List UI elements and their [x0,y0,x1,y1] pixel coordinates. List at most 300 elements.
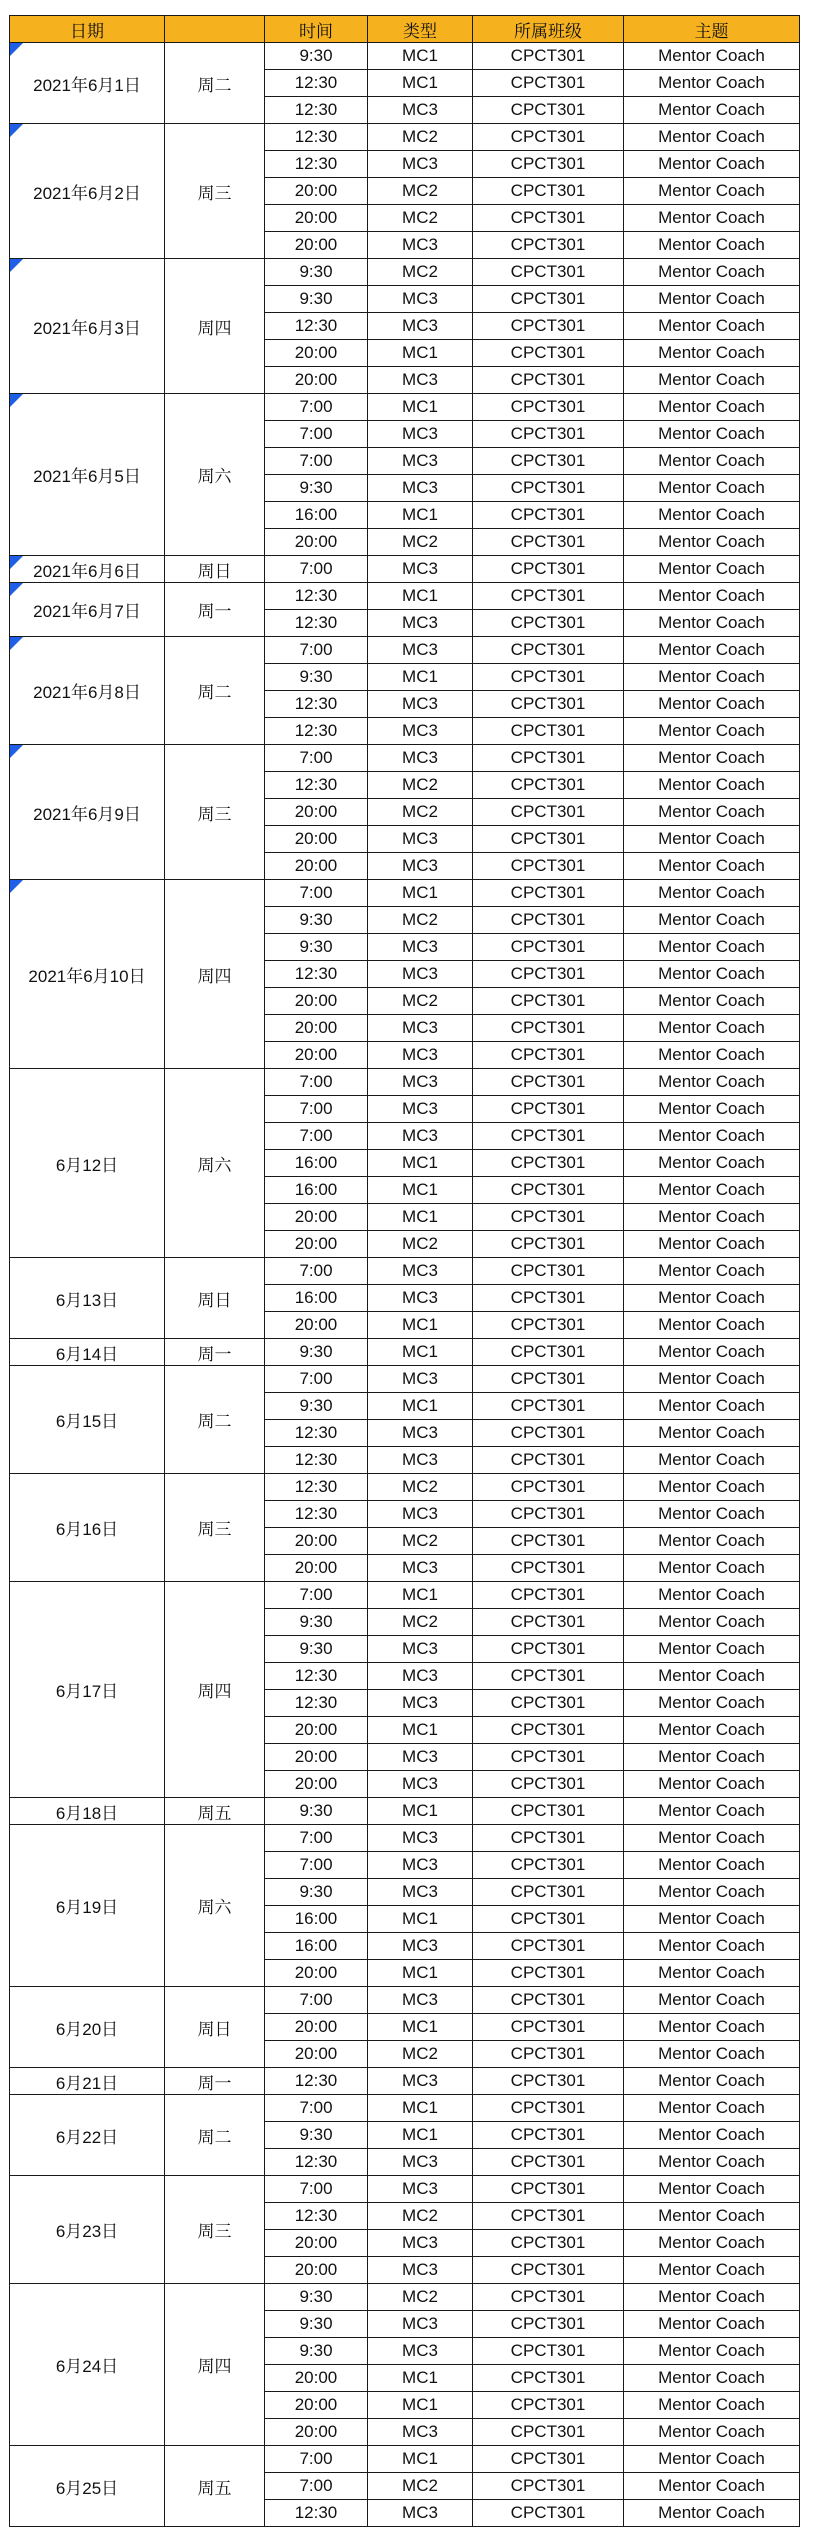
type-cell: MC3 [368,97,473,124]
time-cell: 12:30 [265,2203,368,2230]
time-cell: 12:30 [265,1447,368,1474]
time-cell: 12:30 [265,691,368,718]
type-cell: MC3 [368,1501,473,1528]
date-text: 6月16日 [55,1520,119,1539]
topic-cell: Mentor Coach [624,610,800,637]
class-cell: CPCT301 [473,2365,624,2392]
date-cell [10,1339,165,1366]
type-cell: MC2 [368,259,473,286]
class-cell: CPCT301 [473,1258,624,1285]
time-cell: 7:00 [265,394,368,421]
class-cell: CPCT301 [473,178,624,205]
table-row [10,1366,800,1393]
time-cell: 7:00 [265,1366,368,1393]
table-row [10,1825,800,1852]
class-cell: CPCT301 [473,2500,624,2527]
class-cell: CPCT301 [473,691,624,718]
time-cell: 9:30 [265,907,368,934]
time-cell: 20:00 [265,1042,368,1069]
type-cell: MC1 [368,2446,473,2473]
class-cell: CPCT301 [473,1663,624,1690]
class-cell: CPCT301 [473,1825,624,1852]
date-text: 2021年6月6日 [33,561,141,581]
type-cell: MC3 [368,1366,473,1393]
type-cell: MC3 [368,1258,473,1285]
time-cell: 7:00 [265,1582,368,1609]
type-cell: MC1 [368,2122,473,2149]
topic-cell: Mentor Coach [624,1528,800,1555]
type-cell: MC1 [368,340,473,367]
type-cell: MC3 [368,1744,473,1771]
table-row [10,43,800,70]
topic-cell: Mentor Coach [624,583,800,610]
type-cell: MC3 [368,961,473,988]
class-cell: CPCT301 [473,961,624,988]
topic-cell: Mentor Coach [624,1285,800,1312]
time-cell: 20:00 [265,178,368,205]
topic-cell: Mentor Coach [624,1609,800,1636]
time-cell: 9:30 [265,1798,368,1825]
topic-cell: Mentor Coach [624,367,800,394]
class-cell: CPCT301 [473,124,624,151]
date-text: 2021年6月2日 [33,183,141,203]
comment-marker-icon [10,259,23,272]
topic-cell: Mentor Coach [624,2473,800,2500]
class-cell: CPCT301 [473,2176,624,2203]
class-cell: CPCT301 [473,1204,624,1231]
type-cell: MC3 [368,2257,473,2284]
comment-marker-icon [10,124,23,137]
class-cell: CPCT301 [473,340,624,367]
time-cell: 7:00 [265,448,368,475]
date-cell [10,2068,165,2095]
topic-cell: Mentor Coach [624,826,800,853]
time-cell: 12:30 [265,583,368,610]
date-cell [10,556,165,583]
type-cell: MC2 [368,772,473,799]
class-cell: CPCT301 [473,2338,624,2365]
table-row [10,394,800,421]
time-cell: 9:30 [265,2338,368,2365]
time-cell: 20:00 [265,2014,368,2041]
topic-cell: Mentor Coach [624,907,800,934]
date-text: 6月24日 [55,2357,119,2376]
type-cell: MC3 [368,151,473,178]
type-cell: MC3 [368,2230,473,2257]
topic-cell: Mentor Coach [624,178,800,205]
type-cell: MC3 [368,718,473,745]
time-cell: 12:30 [265,1663,368,1690]
type-cell: MC3 [368,2149,473,2176]
class-cell: CPCT301 [473,2122,624,2149]
type-cell: MC2 [368,1609,473,1636]
date-text: 6月18日 [55,1803,119,1823]
topic-cell: Mentor Coach [624,2230,800,2257]
table-row [10,1069,800,1096]
class-cell: CPCT301 [473,1798,624,1825]
time-cell: 12:30 [265,124,368,151]
topic-cell: Mentor Coach [624,1015,800,1042]
type-cell: MC3 [368,232,473,259]
date-cell [10,1258,165,1339]
topic-cell: Mentor Coach [624,1879,800,1906]
type-cell: MC3 [368,1690,473,1717]
type-cell: MC3 [368,853,473,880]
class-cell: CPCT301 [473,610,624,637]
weekday-cell: 周四 [165,1582,265,1798]
topic-cell: Mentor Coach [624,2095,800,2122]
class-cell: CPCT301 [473,1555,624,1582]
weekday-cell: 周三 [165,124,265,259]
weekday-cell: 周二 [165,637,265,745]
topic-cell: Mentor Coach [624,43,800,70]
weekday-cell: 周二 [165,1366,265,1474]
time-cell: 12:30 [265,1474,368,1501]
time-cell: 9:30 [265,475,368,502]
time-cell: 12:30 [265,97,368,124]
weekday-cell: 周一 [165,583,265,637]
time-cell: 20:00 [265,2365,368,2392]
date-text: 2021年6月8日 [33,683,141,702]
time-cell: 20:00 [265,340,368,367]
class-cell: CPCT301 [473,1582,624,1609]
time-cell: 7:00 [265,1123,368,1150]
time-cell: 20:00 [265,1960,368,1987]
time-cell: 16:00 [265,1933,368,1960]
type-cell: MC3 [368,367,473,394]
comment-marker-icon [10,43,23,56]
weekday-cell: 周三 [165,745,265,880]
type-cell: MC3 [368,1933,473,1960]
date-text: 6月23日 [55,2222,119,2241]
table-row [10,880,800,907]
time-cell: 7:00 [265,637,368,664]
topic-cell: Mentor Coach [624,988,800,1015]
topic-cell: Mentor Coach [624,313,800,340]
date-text: 6月19日 [55,1898,119,1917]
type-cell: MC3 [368,1771,473,1798]
class-cell: CPCT301 [473,1933,624,1960]
class-cell: CPCT301 [473,1123,624,1150]
comment-marker-icon [10,394,23,407]
topic-cell: Mentor Coach [624,1987,800,2014]
time-cell: 9:30 [265,43,368,70]
date-cell [10,1366,165,1474]
weekday-cell: 周日 [165,556,265,583]
class-cell: CPCT301 [473,1879,624,1906]
type-cell: MC1 [368,2365,473,2392]
table-row [10,583,800,610]
table-row [10,2176,800,2203]
topic-cell: Mentor Coach [624,1096,800,1123]
type-cell: MC1 [368,880,473,907]
class-cell: CPCT301 [473,205,624,232]
date-text: 2021年6月3日 [33,318,141,338]
type-cell: MC3 [368,1879,473,1906]
topic-cell: Mentor Coach [624,691,800,718]
time-cell: 16:00 [265,1177,368,1204]
date-cell [10,259,165,394]
topic-cell: Mentor Coach [624,2176,800,2203]
class-cell: CPCT301 [473,367,624,394]
topic-cell: Mentor Coach [624,2446,800,2473]
class-cell: CPCT301 [473,151,624,178]
topic-cell: Mentor Coach [624,232,800,259]
time-cell: 16:00 [265,1150,368,1177]
table-row [10,124,800,151]
header-weekday [165,16,265,43]
date-cell [10,1582,165,1798]
time-cell: 20:00 [265,1717,368,1744]
weekday-cell: 周五 [165,2446,265,2527]
type-cell: MC2 [368,124,473,151]
topic-cell: Mentor Coach [624,1501,800,1528]
topic-cell: Mentor Coach [624,1069,800,1096]
header-date: 日期 [10,16,165,43]
class-cell: CPCT301 [473,664,624,691]
type-cell: MC3 [368,2500,473,2527]
table-row [10,1339,800,1366]
type-cell: MC3 [368,1015,473,1042]
type-cell: MC1 [368,1393,473,1420]
topic-cell: Mentor Coach [624,1312,800,1339]
topic-cell: Mentor Coach [624,2500,800,2527]
time-cell: 12:30 [265,1501,368,1528]
class-cell: CPCT301 [473,1528,624,1555]
weekday-cell: 周一 [165,1339,265,1366]
date-cell [10,1825,165,1987]
topic-cell: Mentor Coach [624,2365,800,2392]
class-cell: CPCT301 [473,2149,624,2176]
time-cell: 9:30 [265,1339,368,1366]
type-cell: MC1 [368,70,473,97]
topic-cell: Mentor Coach [624,2311,800,2338]
time-cell: 9:30 [265,934,368,961]
time-cell: 9:30 [265,2284,368,2311]
time-cell: 7:00 [265,2473,368,2500]
time-cell: 9:30 [265,664,368,691]
class-cell: CPCT301 [473,2473,624,2500]
topic-cell: Mentor Coach [624,637,800,664]
class-cell: CPCT301 [473,1906,624,1933]
class-cell: CPCT301 [473,394,624,421]
topic-cell: Mentor Coach [624,1717,800,1744]
topic-cell: Mentor Coach [624,2149,800,2176]
type-cell: MC2 [368,1528,473,1555]
date-text: 6月25日 [55,2478,119,2498]
class-cell: CPCT301 [473,232,624,259]
type-cell: MC1 [368,1717,473,1744]
class-cell: CPCT301 [473,1042,624,1069]
topic-cell: Mentor Coach [624,394,800,421]
time-cell: 7:00 [265,556,368,583]
class-cell: CPCT301 [473,745,624,772]
class-cell: CPCT301 [473,313,624,340]
date-cell [10,394,165,556]
type-cell: MC3 [368,1123,473,1150]
topic-cell: Mentor Coach [624,1825,800,1852]
topic-cell: Mentor Coach [624,1798,800,1825]
class-cell: CPCT301 [473,988,624,1015]
date-cell [10,2095,165,2176]
class-cell: CPCT301 [473,2095,624,2122]
time-cell: 20:00 [265,1528,368,1555]
class-cell: CPCT301 [473,97,624,124]
topic-cell: Mentor Coach [624,151,800,178]
topic-cell: Mentor Coach [624,880,800,907]
topic-cell: Mentor Coach [624,1177,800,1204]
type-cell: MC1 [368,1582,473,1609]
date-cell [10,2284,165,2446]
type-cell: MC1 [368,43,473,70]
date-cell [10,124,165,259]
date-text: 6月14日 [55,1344,119,1364]
type-cell: MC3 [368,1852,473,1879]
comment-marker-icon [10,745,23,758]
time-cell: 20:00 [265,1555,368,1582]
time-cell: 20:00 [265,232,368,259]
topic-cell: Mentor Coach [624,2338,800,2365]
type-cell: MC3 [368,1663,473,1690]
class-cell: CPCT301 [473,556,624,583]
weekday-cell: 周二 [165,2095,265,2176]
time-cell: 9:30 [265,1636,368,1663]
class-cell: CPCT301 [473,1609,624,1636]
time-cell: 7:00 [265,2446,368,2473]
class-cell: CPCT301 [473,1987,624,2014]
type-cell: MC2 [368,2041,473,2068]
topic-cell: Mentor Coach [624,1906,800,1933]
class-cell: CPCT301 [473,1069,624,1096]
topic-cell: Mentor Coach [624,1582,800,1609]
time-cell: 16:00 [265,1906,368,1933]
class-cell: CPCT301 [473,1150,624,1177]
topic-cell: Mentor Coach [624,745,800,772]
topic-cell: Mentor Coach [624,421,800,448]
type-cell: MC1 [368,502,473,529]
time-cell: 7:00 [265,880,368,907]
class-cell: CPCT301 [473,502,624,529]
table-row [10,259,800,286]
time-cell: 20:00 [265,367,368,394]
topic-cell: Mentor Coach [624,2419,800,2446]
class-cell: CPCT301 [473,2257,624,2284]
class-cell: CPCT301 [473,1852,624,1879]
time-cell: 12:30 [265,610,368,637]
time-cell: 20:00 [265,988,368,1015]
class-cell: CPCT301 [473,2419,624,2446]
time-cell: 9:30 [265,1393,368,1420]
class-cell: CPCT301 [473,1636,624,1663]
comment-marker-icon [10,637,23,650]
topic-cell: Mentor Coach [624,1366,800,1393]
class-cell: CPCT301 [473,2446,624,2473]
topic-cell: Mentor Coach [624,1555,800,1582]
topic-cell: Mentor Coach [624,1123,800,1150]
header-row [10,16,800,43]
time-cell: 20:00 [265,853,368,880]
class-cell: CPCT301 [473,1393,624,1420]
date-text: 2021年6月5日 [33,467,141,486]
type-cell: MC3 [368,421,473,448]
time-cell: 20:00 [265,1312,368,1339]
type-cell: MC2 [368,907,473,934]
topic-cell: Mentor Coach [624,1258,800,1285]
topic-cell: Mentor Coach [624,1636,800,1663]
type-cell: MC3 [368,1447,473,1474]
weekday-cell: 周日 [165,1987,265,2068]
topic-cell: Mentor Coach [624,799,800,826]
class-cell: CPCT301 [473,1771,624,1798]
type-cell: MC1 [368,1960,473,1987]
type-cell: MC1 [368,394,473,421]
type-cell: MC2 [368,1231,473,1258]
class-cell: CPCT301 [473,475,624,502]
class-cell: CPCT301 [473,2311,624,2338]
time-cell: 12:30 [265,772,368,799]
type-cell: MC1 [368,2095,473,2122]
time-cell: 16:00 [265,1285,368,1312]
type-cell: MC2 [368,988,473,1015]
type-cell: MC3 [368,610,473,637]
class-cell: CPCT301 [473,43,624,70]
topic-cell: Mentor Coach [624,448,800,475]
class-cell: CPCT301 [473,448,624,475]
date-cell [10,1798,165,1825]
topic-cell: Mentor Coach [624,2284,800,2311]
weekday-cell: 周三 [165,1474,265,1582]
time-cell: 7:00 [265,2176,368,2203]
type-cell: MC3 [368,286,473,313]
class-cell: CPCT301 [473,1312,624,1339]
topic-cell: Mentor Coach [624,2392,800,2419]
schedule-sheet [9,15,800,2527]
topic-cell: Mentor Coach [624,1474,800,1501]
topic-cell: Mentor Coach [624,2041,800,2068]
header-topic: 主题 [624,16,800,43]
topic-cell: Mentor Coach [624,1960,800,1987]
type-cell: MC3 [368,313,473,340]
topic-cell: Mentor Coach [624,286,800,313]
topic-cell: Mentor Coach [624,1744,800,1771]
header-type: 类型 [368,16,473,43]
class-cell: CPCT301 [473,1366,624,1393]
type-cell: MC2 [368,1474,473,1501]
type-cell: MC3 [368,691,473,718]
type-cell: MC1 [368,1906,473,1933]
topic-cell: Mentor Coach [624,1852,800,1879]
date-text: 6月21日 [55,2073,119,2093]
time-cell: 20:00 [265,2419,368,2446]
class-cell: CPCT301 [473,1447,624,1474]
time-cell: 20:00 [265,205,368,232]
type-cell: MC3 [368,556,473,583]
time-cell: 20:00 [265,1744,368,1771]
type-cell: MC3 [368,2338,473,2365]
topic-cell: Mentor Coach [624,556,800,583]
type-cell: MC3 [368,637,473,664]
weekday-cell: 周四 [165,2284,265,2446]
comment-marker-icon [10,583,23,596]
type-cell: MC3 [368,448,473,475]
time-cell: 12:30 [265,718,368,745]
topic-cell: Mentor Coach [624,340,800,367]
class-cell: CPCT301 [473,1177,624,1204]
type-cell: MC3 [368,475,473,502]
time-cell: 16:00 [265,502,368,529]
weekday-cell: 周五 [165,1798,265,1825]
class-cell: CPCT301 [473,2392,624,2419]
